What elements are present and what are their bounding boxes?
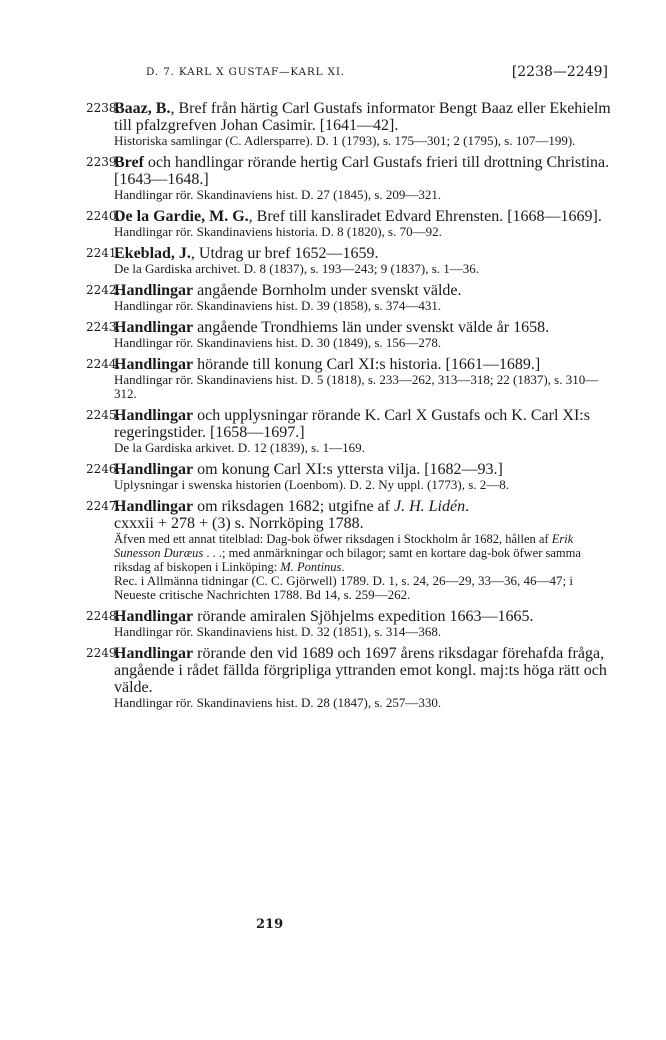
entry-2238 — [88, 100, 612, 148]
entry-title-text: om konung Carl XI:s yttersta vilja. [1682—93.] — [193, 461, 503, 478]
entry-number: 2247. — [86, 499, 121, 513]
note-text: . — [341, 560, 345, 574]
entry-title-text: rörande amiralen Sjöhjelms expedition 1663—1665. — [193, 608, 534, 625]
entry-2241 — [88, 245, 612, 276]
entry-2245 — [88, 407, 612, 455]
entry-author: Handlingar — [114, 356, 194, 373]
entry-title-end: . — [465, 498, 470, 515]
entry-title-text: angående Bornholm under svenskt välde. — [193, 282, 462, 299]
entry-title — [114, 645, 612, 696]
entry-2247 — [88, 498, 612, 602]
bibliography-entries — [88, 100, 612, 716]
entry-title-text: , Bref från härtig Carl Gustafs informator Bengt Baaz eller Ekehielm till pfalzgrefven Johan Casimir. [1641—42]. — [114, 100, 611, 134]
entry-author: Handlingar — [114, 461, 194, 478]
entry-title-text: , Bref till kansliradet Edvard Ehrensten. [1668—1669]. — [248, 208, 602, 225]
entry-number: 2244. — [86, 357, 121, 371]
entry-note — [114, 532, 612, 574]
entry-title-text: om riksdagen 1682; utgifne af — [193, 498, 394, 515]
entry-author: Handlingar — [114, 282, 194, 299]
entry-title-text: rörande den vid 1689 och 1697 årens riksdagar förehafda fråga, angående i rådet fällda förgripliga yttranden emot kongl. maj:ts höga rätt och välde. — [114, 645, 607, 696]
entry-title — [114, 100, 612, 134]
entry-title — [114, 245, 612, 262]
entry-number: 2246. — [86, 462, 121, 476]
entry-source: Uplysningar i swenska historien (Loenbom). D. 2. Ny uppl. (1773), s. 2—8. — [114, 477, 510, 492]
entry-author: Ekeblad, J. — [114, 245, 191, 262]
note-author: M. Pontinus — [280, 560, 342, 574]
entry-range: [2238—2249] — [511, 64, 608, 80]
page-number: 219 — [256, 917, 284, 932]
note-text: . . .; med anmärkningar och bilagor; samt en kortare dag-bok öfwer samma riksdag af biskopen i Linköping: — [114, 546, 581, 574]
entry-title — [114, 356, 612, 373]
note-author: Erik Sunesson Duræus — [114, 532, 574, 560]
entry-source: De la Gardiska archivet. D. 8 (1837), s. 193—243; 9 (1837), s. 1—36. — [114, 261, 480, 276]
entry-number: 2241. — [86, 246, 121, 260]
entry-title — [114, 498, 612, 515]
entry-number: 2242. — [86, 283, 121, 297]
entry-author: Handlingar — [114, 498, 194, 515]
entry-title-text: angående Trondhiems län under svenskt välde år 1658. — [193, 319, 550, 336]
entry-title-text: och upplysningar rörande K. Carl X Gustafs och K. Carl XI:s regeringstider. [1658—1697.] — [114, 407, 590, 441]
entry-2242 — [88, 282, 612, 313]
entry-source: Handlingar rör. Skandinaviens hist. D. 32 (1851), s. 314—368. — [114, 624, 442, 639]
entry-2239 — [88, 154, 612, 202]
entry-title — [114, 154, 612, 188]
entry-title-text: , Utdrag ur bref 1652—1659. — [190, 245, 379, 262]
entry-collation: cxxxii + 278 + (3) s. Norrköping 1788. — [114, 515, 364, 532]
entry-author: Handlingar — [114, 319, 194, 336]
entry-2249 — [88, 645, 612, 710]
entry-author: Handlingar — [114, 608, 194, 625]
entry-2246 — [88, 461, 612, 492]
entry-title — [114, 407, 612, 441]
entry-source: Handlingar rör. Skandinaviens hist. D. 28 (1847), s. 257—330. — [114, 695, 442, 710]
entry-title — [114, 319, 612, 336]
entry-review: Rec. i Allmänna tidningar (C. C. Gjörwell) 1789. D. 1, s. 24, 26—29, 33—36, 46—47; i Neueste critische Nachrichten 1788. Bd 14, s. 259—262. — [114, 573, 573, 602]
entry-title — [114, 208, 612, 225]
entry-author: Handlingar — [114, 645, 194, 662]
running-head: D. 7. KARL X GUSTAF—KARL XI. — [146, 66, 345, 78]
entry-2244 — [88, 356, 612, 401]
entry-2240 — [88, 208, 612, 239]
entry-number: 2243. — [86, 320, 121, 334]
page-header — [88, 64, 608, 86]
entry-number: 2248. — [86, 609, 121, 623]
entry-number: 2240. — [86, 209, 121, 223]
entry-title — [114, 608, 612, 625]
entry-source: Handlingar rör. Skandinaviens hist. D. 30 (1849), s. 156—278. — [114, 335, 442, 350]
entry-source: Handlingar rör. Skandinaviens hist. D. 5 (1818), s. 233—262, 313—318; 22 (1837), s. 310—312. — [114, 372, 599, 401]
entry-author: Baaz, B. — [114, 100, 171, 117]
entry-title-text: hörande till konung Carl XI:s historia. [1661—1689.] — [193, 356, 541, 373]
entry-source: Handlingar rör. Skandinaviens historia. D. 8 (1820), s. 70—92. — [114, 224, 442, 239]
entry-number: 2249. — [86, 646, 121, 660]
editor-name: J. H. Lidén — [393, 498, 466, 515]
entry-author: Handlingar — [114, 407, 194, 424]
entry-title — [114, 461, 612, 478]
entry-2248 — [88, 608, 612, 639]
entry-2243 — [88, 319, 612, 350]
entry-source: Handlingar rör. Skandinaviens hist. D. 27 (1845), s. 209—321. — [114, 187, 442, 202]
entry-number: 2238. — [86, 101, 121, 115]
note-text: Äfven med ett annat titelblad: Dag-bok öfwer riksdagen i Stockholm år 1682, hållen af — [114, 532, 552, 546]
entry-source: Handlingar rör. Skandinaviens hist. D. 39 (1858), s. 374—431. — [114, 298, 442, 313]
entry-title-text: och handlingar rörande hertig Carl Gustafs frieri till drottning Christina. [1643—1648.] — [114, 154, 610, 188]
entry-source: De la Gardiska arkivet. D. 12 (1839), s. 1—169. — [114, 440, 365, 455]
entry-author: De la Gardie, M. G. — [114, 208, 249, 225]
entry-title — [114, 282, 612, 299]
entry-number: 2239. — [86, 155, 121, 169]
entry-number: 2245. — [86, 408, 121, 422]
entry-source: Historiska samlingar (C. Adlersparre). D. 1 (1793), s. 175—301; 2 (1795), s. 107—199). — [114, 133, 576, 148]
entry-author: Bref — [114, 154, 144, 171]
